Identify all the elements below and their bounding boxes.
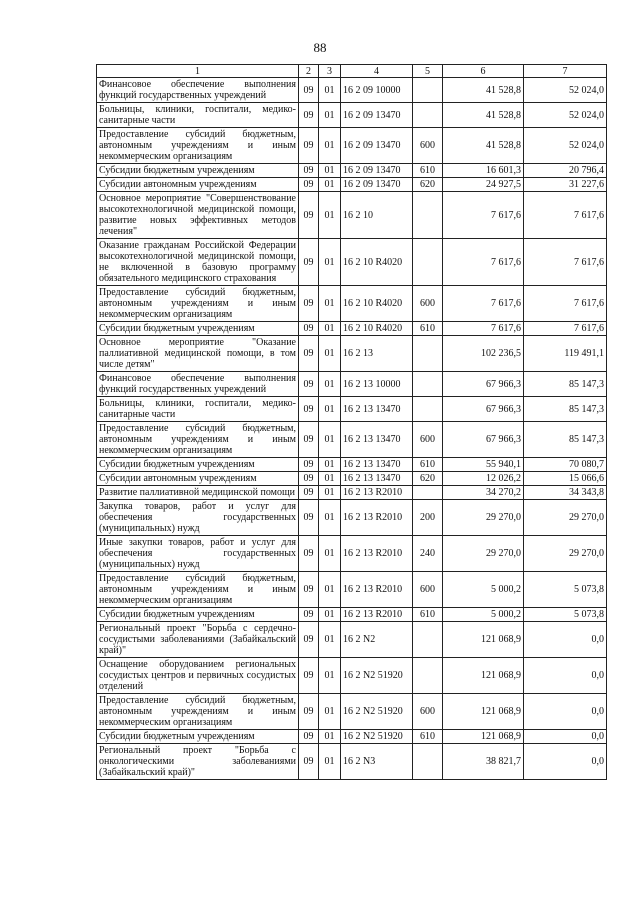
- amount-year2-cell: 7 617,6: [524, 192, 607, 239]
- expense-type-cell: 600: [413, 694, 443, 730]
- expense-type-cell: [413, 622, 443, 658]
- row-name-cell: Субсидии бюджетным учреждениям: [97, 164, 299, 178]
- expense-type-cell: [413, 78, 443, 103]
- amount-year2-cell: 52 024,0: [524, 103, 607, 128]
- target-article-cell: 16 2 13 13470: [341, 397, 413, 422]
- amount-year2-cell: 7 617,6: [524, 239, 607, 286]
- row-name-cell: Основное мероприятие "Совершенствование высокотехнологичной медицинской помощи, развитие новых эффективных методов лечения": [97, 192, 299, 239]
- amount-year1-cell: 7 617,6: [443, 286, 524, 322]
- row-name-cell: Предоставление субсидий бюджетным, автономным учреждениям и иным некоммерческим организациям: [97, 286, 299, 322]
- amount-year1-cell: 121 068,9: [443, 730, 524, 744]
- amount-year1-cell: 121 068,9: [443, 694, 524, 730]
- row-name-cell: Предоставление субсидий бюджетным, автономным учреждениям и иным некоммерческим организациям: [97, 128, 299, 164]
- section-code-cell: 09: [299, 694, 319, 730]
- row-name-cell: Финансовое обеспечение выполнения функций государственных учреждений: [97, 372, 299, 397]
- table-row: [97, 572, 607, 608]
- target-article-cell: 16 2 09 13470: [341, 128, 413, 164]
- target-article-cell: 16 2 09 10000: [341, 78, 413, 103]
- table-row: [97, 622, 607, 658]
- table-row: [97, 286, 607, 322]
- amount-year2-cell: 31 227,6: [524, 178, 607, 192]
- table-row: [97, 336, 607, 372]
- amount-year2-cell: 5 073,8: [524, 572, 607, 608]
- section-code-cell: 09: [299, 128, 319, 164]
- subsection-code-cell: 01: [319, 103, 341, 128]
- amount-year1-cell: 55 940,1: [443, 458, 524, 472]
- subsection-code-cell: 01: [319, 536, 341, 572]
- target-article-cell: 16 2 N2 51920: [341, 694, 413, 730]
- table-row: [97, 178, 607, 192]
- amount-year1-cell: 16 601,3: [443, 164, 524, 178]
- amount-year1-cell: 41 528,8: [443, 78, 524, 103]
- column-header: 5: [413, 65, 443, 78]
- table-row: [97, 322, 607, 336]
- amount-year2-cell: 29 270,0: [524, 500, 607, 536]
- section-code-cell: 09: [299, 103, 319, 128]
- table-row: [97, 472, 607, 486]
- amount-year2-cell: 119 491,1: [524, 336, 607, 372]
- section-code-cell: 09: [299, 322, 319, 336]
- amount-year1-cell: 121 068,9: [443, 658, 524, 694]
- expense-type-cell: [413, 103, 443, 128]
- expense-type-cell: [413, 336, 443, 372]
- amount-year2-cell: 0,0: [524, 622, 607, 658]
- expense-type-cell: 600: [413, 286, 443, 322]
- target-article-cell: 16 2 10 R4020: [341, 322, 413, 336]
- target-article-cell: 16 2 13 R2010: [341, 572, 413, 608]
- subsection-code-cell: 01: [319, 730, 341, 744]
- subsection-code-cell: 01: [319, 608, 341, 622]
- target-article-cell: 16 2 13 13470: [341, 422, 413, 458]
- subsection-code-cell: 01: [319, 397, 341, 422]
- expense-type-cell: 610: [413, 322, 443, 336]
- amount-year1-cell: 41 528,8: [443, 103, 524, 128]
- section-code-cell: 09: [299, 572, 319, 608]
- amount-year1-cell: 7 617,6: [443, 239, 524, 286]
- amount-year1-cell: 121 068,9: [443, 622, 524, 658]
- row-name-cell: Предоставление субсидий бюджетным, автономным учреждениям и иным некоммерческим организациям: [97, 422, 299, 458]
- amount-year2-cell: 0,0: [524, 658, 607, 694]
- subsection-code-cell: 01: [319, 694, 341, 730]
- table-row: [97, 239, 607, 286]
- amount-year2-cell: 7 617,6: [524, 286, 607, 322]
- amount-year1-cell: 67 966,3: [443, 397, 524, 422]
- table-row: [97, 164, 607, 178]
- expense-type-cell: 240: [413, 536, 443, 572]
- amount-year1-cell: 38 821,7: [443, 744, 524, 780]
- table-row: [97, 486, 607, 500]
- amount-year1-cell: 102 236,5: [443, 336, 524, 372]
- section-code-cell: 09: [299, 78, 319, 103]
- row-name-cell: Развитие паллиативной медицинской помощи: [97, 486, 299, 500]
- row-name-cell: Иные закупки товаров, работ и услуг для обеспечения государственных (муниципальных) нужд: [97, 536, 299, 572]
- expense-type-cell: 610: [413, 164, 443, 178]
- target-article-cell: 16 2 13 10000: [341, 372, 413, 397]
- table-row: [97, 458, 607, 472]
- table-row: [97, 78, 607, 103]
- section-code-cell: 09: [299, 658, 319, 694]
- section-code-cell: 09: [299, 744, 319, 780]
- budget-table: [96, 64, 607, 780]
- amount-year1-cell: 67 966,3: [443, 422, 524, 458]
- amount-year1-cell: 29 270,0: [443, 500, 524, 536]
- expense-type-cell: [413, 744, 443, 780]
- table-row: [97, 730, 607, 744]
- row-name-cell: Оказание гражданам Российской Федерации высокотехнологичной медицинской помощи, не включенной в базовую программу обязательного медицинского страхования: [97, 239, 299, 286]
- amount-year1-cell: 5 000,2: [443, 608, 524, 622]
- subsection-code-cell: 01: [319, 336, 341, 372]
- subsection-code-cell: 01: [319, 239, 341, 286]
- expense-type-cell: [413, 397, 443, 422]
- table-row: [97, 422, 607, 458]
- table-header-row: [97, 65, 607, 78]
- target-article-cell: 16 2 10: [341, 192, 413, 239]
- column-header: 4: [341, 65, 413, 78]
- row-name-cell: Субсидии бюджетным учреждениям: [97, 322, 299, 336]
- amount-year2-cell: 20 796,4: [524, 164, 607, 178]
- target-article-cell: 16 2 13 13470: [341, 472, 413, 486]
- amount-year1-cell: 7 617,6: [443, 192, 524, 239]
- column-header: 2: [299, 65, 319, 78]
- expense-type-cell: 620: [413, 472, 443, 486]
- amount-year1-cell: 12 026,2: [443, 472, 524, 486]
- amount-year2-cell: 70 080,7: [524, 458, 607, 472]
- expense-type-cell: [413, 372, 443, 397]
- expense-type-cell: 610: [413, 730, 443, 744]
- target-article-cell: 16 2 13 R2010: [341, 500, 413, 536]
- section-code-cell: 09: [299, 536, 319, 572]
- subsection-code-cell: 01: [319, 458, 341, 472]
- section-code-cell: 09: [299, 239, 319, 286]
- page-number: 88: [313, 40, 327, 55]
- amount-year1-cell: 41 528,8: [443, 128, 524, 164]
- row-name-cell: Субсидии автономным учреждениям: [97, 178, 299, 192]
- column-header: 1: [97, 65, 299, 78]
- row-name-cell: Больницы, клиники, госпитали, медико-санитарные части: [97, 397, 299, 422]
- amount-year2-cell: 85 147,3: [524, 397, 607, 422]
- target-article-cell: 16 2 13 R2010: [341, 608, 413, 622]
- amount-year1-cell: 29 270,0: [443, 536, 524, 572]
- section-code-cell: 09: [299, 336, 319, 372]
- table-row: [97, 658, 607, 694]
- row-name-cell: Региональный проект "Борьба с онкологическими заболеваниями (Забайкальский край)": [97, 744, 299, 780]
- row-name-cell: Основное мероприятие "Оказание паллиативной медицинской помощи, в том числе детям": [97, 336, 299, 372]
- subsection-code-cell: 01: [319, 322, 341, 336]
- section-code-cell: 09: [299, 372, 319, 397]
- target-article-cell: 16 2 N2 51920: [341, 658, 413, 694]
- target-article-cell: 16 2 09 13470: [341, 103, 413, 128]
- expense-type-cell: [413, 192, 443, 239]
- row-name-cell: Закупка товаров, работ и услуг для обеспечения государственных (муниципальных) нужд: [97, 500, 299, 536]
- target-article-cell: 16 2 N3: [341, 744, 413, 780]
- row-name-cell: Субсидии бюджетным учреждениям: [97, 608, 299, 622]
- target-article-cell: 16 2 13 R2010: [341, 486, 413, 500]
- amount-year1-cell: 67 966,3: [443, 372, 524, 397]
- expense-type-cell: [413, 658, 443, 694]
- expense-type-cell: 620: [413, 178, 443, 192]
- target-article-cell: 16 2 13: [341, 336, 413, 372]
- section-code-cell: 09: [299, 458, 319, 472]
- table-row: [97, 128, 607, 164]
- row-name-cell: Больницы, клиники, госпитали, медико-санитарные части: [97, 103, 299, 128]
- amount-year2-cell: 0,0: [524, 744, 607, 780]
- expense-type-cell: [413, 486, 443, 500]
- amount-year2-cell: 85 147,3: [524, 422, 607, 458]
- section-code-cell: 09: [299, 192, 319, 239]
- target-article-cell: 16 2 10 R4020: [341, 286, 413, 322]
- table-row: [97, 744, 607, 780]
- target-article-cell: 16 2 09 13470: [341, 178, 413, 192]
- expense-type-cell: 200: [413, 500, 443, 536]
- target-article-cell: 16 2 09 13470: [341, 164, 413, 178]
- section-code-cell: 09: [299, 486, 319, 500]
- section-code-cell: 09: [299, 178, 319, 192]
- amount-year2-cell: 52 024,0: [524, 128, 607, 164]
- section-code-cell: 09: [299, 472, 319, 486]
- table-row: [97, 192, 607, 239]
- subsection-code-cell: 01: [319, 178, 341, 192]
- column-header: 7: [524, 65, 607, 78]
- table-row: [97, 536, 607, 572]
- section-code-cell: 09: [299, 730, 319, 744]
- subsection-code-cell: 01: [319, 500, 341, 536]
- subsection-code-cell: 01: [319, 572, 341, 608]
- row-name-cell: Оснащение оборудованием региональных сосудистых центров и первичных сосудистых отделений: [97, 658, 299, 694]
- amount-year1-cell: 7 617,6: [443, 322, 524, 336]
- amount-year2-cell: 7 617,6: [524, 322, 607, 336]
- amount-year2-cell: 52 024,0: [524, 78, 607, 103]
- row-name-cell: Субсидии бюджетным учреждениям: [97, 458, 299, 472]
- column-header: 3: [319, 65, 341, 78]
- amount-year1-cell: 5 000,2: [443, 572, 524, 608]
- expense-type-cell: 600: [413, 572, 443, 608]
- amount-year2-cell: 0,0: [524, 730, 607, 744]
- column-header: 6: [443, 65, 524, 78]
- table-row: [97, 694, 607, 730]
- subsection-code-cell: 01: [319, 192, 341, 239]
- amount-year2-cell: 29 270,0: [524, 536, 607, 572]
- section-code-cell: 09: [299, 622, 319, 658]
- row-name-cell: Субсидии автономным учреждениям: [97, 472, 299, 486]
- subsection-code-cell: 01: [319, 744, 341, 780]
- subsection-code-cell: 01: [319, 622, 341, 658]
- amount-year2-cell: 34 343,8: [524, 486, 607, 500]
- expense-type-cell: 600: [413, 128, 443, 164]
- expense-type-cell: 610: [413, 458, 443, 472]
- subsection-code-cell: 01: [319, 658, 341, 694]
- subsection-code-cell: 01: [319, 372, 341, 397]
- table-row: [97, 397, 607, 422]
- subsection-code-cell: 01: [319, 422, 341, 458]
- section-code-cell: 09: [299, 286, 319, 322]
- target-article-cell: 16 2 13 13470: [341, 458, 413, 472]
- amount-year1-cell: 24 927,5: [443, 178, 524, 192]
- target-article-cell: 16 2 N2 51920: [341, 730, 413, 744]
- amount-year1-cell: 34 270,2: [443, 486, 524, 500]
- subsection-code-cell: 01: [319, 164, 341, 178]
- section-code-cell: 09: [299, 608, 319, 622]
- amount-year2-cell: 0,0: [524, 694, 607, 730]
- expense-type-cell: [413, 239, 443, 286]
- row-name-cell: Региональный проект "Борьба с сердечно-сосудистыми заболеваниями (Забайкальский край)": [97, 622, 299, 658]
- section-code-cell: 09: [299, 500, 319, 536]
- amount-year2-cell: 15 066,6: [524, 472, 607, 486]
- table-row: [97, 372, 607, 397]
- amount-year2-cell: 5 073,8: [524, 608, 607, 622]
- subsection-code-cell: 01: [319, 472, 341, 486]
- row-name-cell: Субсидии бюджетным учреждениям: [97, 730, 299, 744]
- table-row: [97, 500, 607, 536]
- table-row: [97, 608, 607, 622]
- table-row: [97, 103, 607, 128]
- target-article-cell: 16 2 10 R4020: [341, 239, 413, 286]
- amount-year2-cell: 85 147,3: [524, 372, 607, 397]
- section-code-cell: 09: [299, 397, 319, 422]
- subsection-code-cell: 01: [319, 78, 341, 103]
- section-code-cell: 09: [299, 422, 319, 458]
- subsection-code-cell: 01: [319, 486, 341, 500]
- row-name-cell: Предоставление субсидий бюджетным, автономным учреждениям и иным некоммерческим организациям: [97, 572, 299, 608]
- expense-type-cell: 610: [413, 608, 443, 622]
- row-name-cell: Финансовое обеспечение выполнения функций государственных учреждений: [97, 78, 299, 103]
- target-article-cell: 16 2 N2: [341, 622, 413, 658]
- expense-type-cell: 600: [413, 422, 443, 458]
- subsection-code-cell: 01: [319, 286, 341, 322]
- target-article-cell: 16 2 13 R2010: [341, 536, 413, 572]
- subsection-code-cell: 01: [319, 128, 341, 164]
- row-name-cell: Предоставление субсидий бюджетным, автономным учреждениям и иным некоммерческим организациям: [97, 694, 299, 730]
- section-code-cell: 09: [299, 164, 319, 178]
